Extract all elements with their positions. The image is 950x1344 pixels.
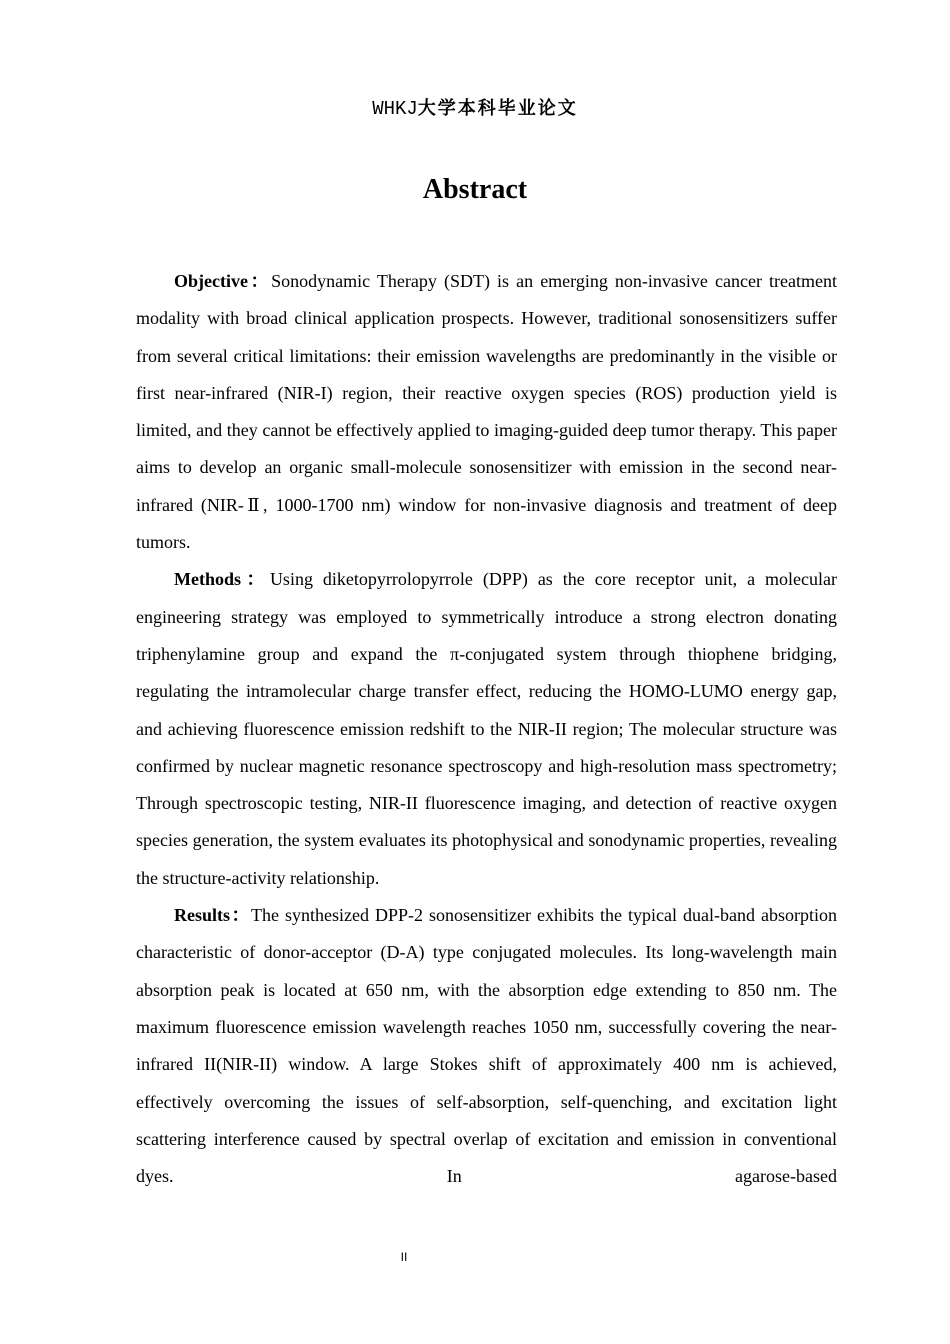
paragraph-text: The synthesized DPP-2 sonosensitizer exhibits the typical dual‐band absorption characteristic of donor-acceptor (D-A) type conjugated molecules. Its long-wavelength main absorption peak is located at 650 nm, with the absorption edge extending to 850 nm. The maximum fluorescence emission wavelength reaches 1050 nm, successfully covering the near-infrared II(NIR-II) window. A large Stokes shift of approximately 400 nm is achieved, effectively overcoming the issues of self‐absorption, self‐quenching, and excitation light scattering interference caused by spectral overlap of excitation and emission in conventional dyes. In agarose-based xyxy=(136,905,837,1187)
paragraph-text: Using diketopyrrolopyrrole (DPP) as the core receptor unit, a molecular engineering strategy was employed to symmetrically introduce a strong electron donating triphenylamine group and expand the π-conjugated system through thiophene bridging, regulating the intramolecular charge transfer effect, reducing the HOMO-LUMO energy gap, and achieving fluorescence emission redshift to the NIR-II region; The molecular structure was confirmed by nuclear magnetic resonance spectroscopy and high-resolution mass spectrometry; Through spectroscopic testing, NIR-II fluorescence imaging, and detection of reactive oxygen species generation, the system evaluates its photophysical and sonodynamic properties, revealing the structure-activity relationship. xyxy=(136,569,837,888)
header-title: 大学本科毕业论文 xyxy=(417,98,578,119)
paragraph-label: Objective： xyxy=(174,271,272,291)
header-prefix: WHKJ xyxy=(372,98,418,120)
page-number: II xyxy=(400,1250,408,1264)
page-title: Abstract xyxy=(422,174,528,205)
paragraph-label: Results： xyxy=(174,905,252,926)
paragraph-text: Sonodynamic Therapy (SDT) is an emerging non-invasive cancer treatment modality with broad clinical application prospects. However, traditional sonosensitizers suffer from several critical limitations: their emission wavelengths are predominantly in the visible or first near-infrared (NIR-I) region, their reactive oxygen species (ROS) production yield is limited, and they cannot be effectively applied to imaging-guided deep tumor therapy. This paper aims to develop an organic small-molecule sonosensitizer with emission in the second near-infrared (NIR-Ⅱ, 1000-1700 nm) window for non-invasive diagnosis and treatment of deep tumors. xyxy=(136,271,837,553)
paragraph-objective xyxy=(136,263,837,561)
paragraph-results xyxy=(136,897,837,1195)
paragraph-methods xyxy=(136,561,837,897)
running-header xyxy=(0,94,950,120)
abstract-body xyxy=(136,263,837,1195)
paragraph-label: Methods： xyxy=(174,569,270,590)
